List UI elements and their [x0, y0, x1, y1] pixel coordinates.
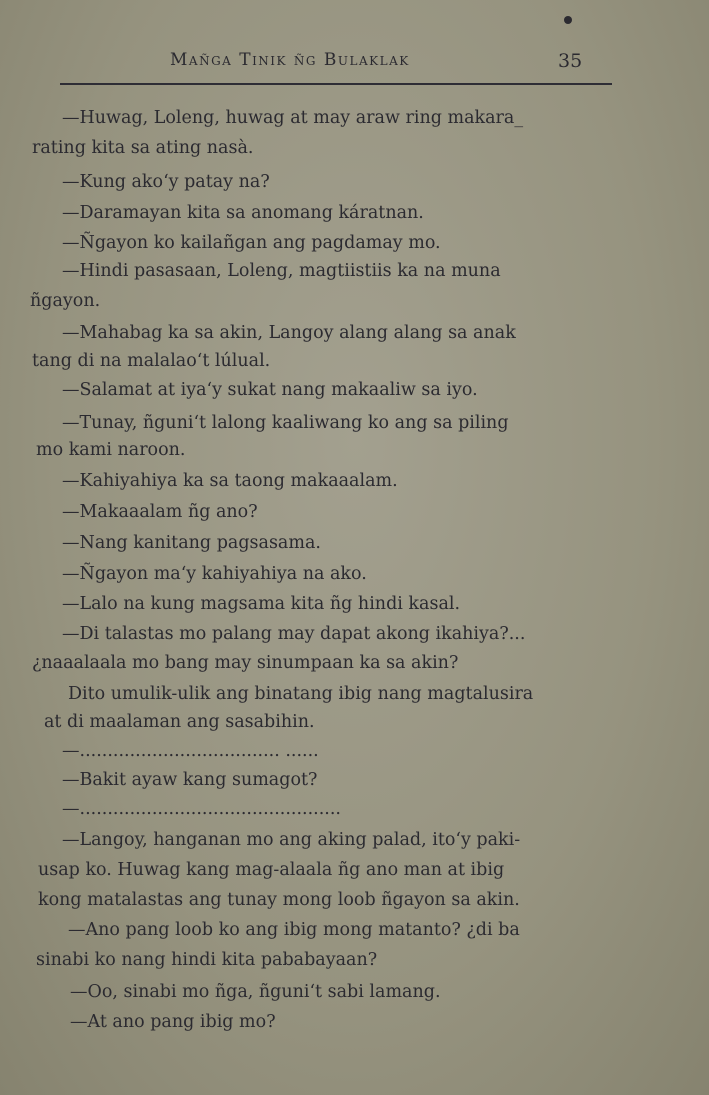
- text-line: —Kahiyahiya ka sa taong makaaalam.: [62, 471, 398, 491]
- text-line: at di maalaman ang sasabihin.: [44, 712, 315, 732]
- text-line: —Ano pang loob ko ang ibig mong matanto? ¿di ba: [68, 920, 520, 940]
- page-number: 35: [558, 50, 583, 72]
- text-line: —Huwag, Loleng, huwag at may araw ring makara_: [62, 108, 524, 128]
- text-line: —Kung ako‘y patay na?: [62, 172, 270, 192]
- text-line: —Mahabag ka sa akin, Langoy alang alang sa anak: [62, 323, 516, 343]
- text-line: —Makaaalam ñg ano?: [62, 502, 258, 522]
- text-line: —Oo, sinabi mo ñga, ñguni‘t sabi lamang.: [70, 982, 441, 1002]
- page-header: [0, 50, 709, 78]
- text-line: mo kami naroon.: [36, 440, 186, 460]
- text-line: —Tunay, ñguni‘t lalong kaaliwang ko ang sa piling: [62, 413, 509, 433]
- text-line: —Lalo na kung magsama kita ñg hindi kasal.: [62, 594, 461, 614]
- text-line: —Di talastas mo palang may dapat akong ikahiya?...: [62, 624, 526, 644]
- text-line: —Nang kanitang pagsasama.: [62, 533, 321, 553]
- text-line: —Bakit ayaw kang sumagot?: [62, 770, 318, 790]
- text-line: —...............................................: [62, 799, 341, 819]
- text-line: ¿naaalaala mo bang may sinumpaan ka sa akin?: [32, 653, 459, 673]
- header-rule: [60, 83, 612, 85]
- text-line: —At ano pang ibig mo?: [70, 1012, 276, 1032]
- text-line: rating kita sa ating nasà.: [32, 138, 254, 158]
- text-line: —Salamat at iya‘y sukat nang makaaliw sa iyo.: [62, 380, 478, 400]
- text-line: —Ñgayon ma‘y kahiyahiya na ako.: [62, 564, 367, 584]
- text-line: —Langoy, hanganan mo ang aking palad, ito‘y paki-: [62, 830, 521, 850]
- running-title: Mañga Tinik ñg Bulaklak: [170, 50, 410, 70]
- text-line: usap ko. Huwag kang mag-alaala ñg ano man at ibig: [38, 860, 505, 880]
- text-line: tang di na malalao‘t lúlual.: [32, 351, 271, 371]
- text-line: ñgayon.: [30, 291, 101, 311]
- text-line: sinabi ko nang hindi kita pababayaan?: [36, 950, 378, 970]
- ink-spot: [564, 16, 572, 24]
- text-line: —Daramayan kita sa anomang káratnan.: [62, 203, 424, 223]
- text-line: Dito umulik-ulik ang binatang ibig nang magtalusira: [68, 684, 534, 704]
- text-line: —Ñgayon ko kailañgan ang pagdamay mo.: [62, 233, 441, 253]
- text-line: —.................................... ......: [62, 741, 319, 761]
- text-line: kong matalastas ang tunay mong loob ñgayon sa akin.: [38, 890, 520, 910]
- text-line: —Hindi pasasaan, Loleng, magtiistiis ka na muna: [62, 261, 501, 281]
